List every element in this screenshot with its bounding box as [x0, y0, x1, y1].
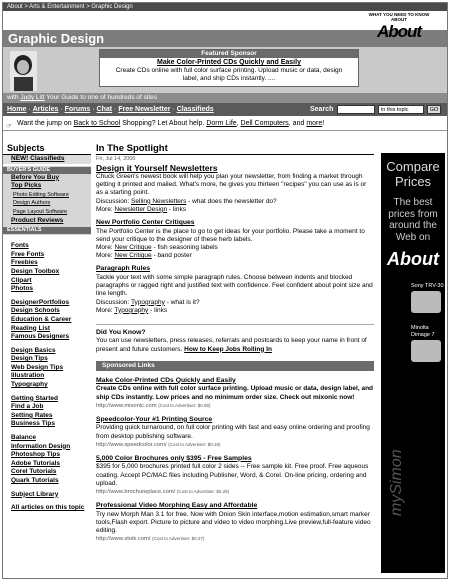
sidebar-item[interactable]: Corel Tutorials: [11, 468, 57, 476]
sidebar-item[interactable]: Quark Tutorials: [11, 477, 59, 484]
sidebar-item[interactable]: Freebies: [11, 259, 38, 267]
dyk-link[interactable]: How to Keep Jobs Rolling In: [184, 345, 272, 353]
spotlight-date: Fri, Jul 14, 2000: [96, 156, 136, 162]
article-body: Tackle your text with some simple paragraph rules. Choose between indents and blocked paragraphs or ragged right and justified text with confidence. Feel confident about point size and line length.: [96, 274, 373, 298]
promo-text: !: [322, 120, 325, 127]
sidebar-item[interactable]: Illustration: [11, 372, 45, 380]
sidebar-item[interactable]: Information Design: [11, 442, 71, 450]
sidebar-item[interactable]: Product Reviews: [11, 216, 64, 224]
sponsor-heading: Featured Sponsor: [100, 50, 358, 58]
sponsor-desc: Create CDs online with full color surface printing. Upload music or data, design label, and ship CDs instantly. ....: [115, 67, 343, 82]
nav-classifieds[interactable]: Classifieds: [176, 106, 214, 113]
ad-title[interactable]: Make Color-Printed CDs Quickly and Easily: [96, 376, 236, 384]
guide-text: Your Guide to one of hundreds of sites: [46, 94, 157, 101]
article-link[interactable]: Newsletter Design: [114, 205, 168, 213]
sidebar-item[interactable]: Web Design Tips: [11, 363, 64, 371]
sidebar: [3, 143, 91, 579]
link-label: Discussion:: [96, 298, 130, 306]
sidebar-item[interactable]: Design Basics: [11, 346, 56, 354]
sidebar-item[interactable]: Photos: [11, 285, 34, 293]
article-link-row: [96, 299, 374, 307]
ad-url[interactable]: http://www.speedcolor.com/: [96, 441, 167, 448]
essentials-title: ESSENTIALS: [3, 227, 91, 234]
article-link[interactable]: New Critique: [114, 252, 152, 260]
ad-url-row: [96, 535, 374, 543]
article-link-row: [96, 307, 374, 315]
search-scope-select[interactable]: in this topic: [378, 105, 424, 114]
ad-desc: Create CDs online with full color surface printing. Upload music or data, design label, and ship CDs instantly. Low prices and no minimum order size. Check out mixonic now!: [96, 385, 374, 401]
banner-product-2: Minolta Dimage 7: [411, 325, 435, 338]
link-note: - links: [150, 306, 168, 314]
article-link-row: [96, 206, 374, 214]
sidebar-item[interactable]: Education & Career: [11, 315, 72, 323]
article-title[interactable]: New Portfolio Center Critiques: [96, 219, 195, 227]
compare-prices-banner[interactable]: [381, 153, 445, 573]
ad-url-row: [96, 441, 374, 449]
article-link-row: [96, 198, 374, 206]
sidebar-item[interactable]: Photoshop Tips: [11, 451, 60, 459]
spotlight-heading: In The Spotlight: [96, 143, 374, 155]
link-label: Discussion:: [96, 197, 130, 205]
article-link-row: [96, 252, 374, 260]
sidebar-item[interactable]: Adobe Tutorials: [11, 459, 60, 467]
sidebar-item[interactable]: Find a Job: [11, 403, 44, 411]
sidebar-item[interactable]: Fonts: [11, 242, 29, 250]
promo-link-dell[interactable]: Dell Computers: [240, 120, 289, 127]
sidebar-subitem[interactable]: Page Layout Software: [13, 208, 68, 215]
promo-bar: ☞ Want the jump on Back to School Shopping? Let About help. Dorm Life, Dell Computers, and more!: [3, 117, 447, 131]
sponsor-link[interactable]: Make Color-Printed CDs Quickly and Easily: [157, 59, 301, 66]
ad-title[interactable]: 5,000 Color Brochures only $395 - Free Samples: [96, 454, 252, 462]
nav-chat[interactable]: Chat: [96, 106, 113, 113]
sidebar-item[interactable]: Top Picks: [11, 182, 42, 190]
link-label: More:: [96, 244, 113, 252]
link-note: - what is it?: [166, 298, 200, 306]
hand-pointer-icon: ☞: [6, 123, 13, 130]
promo-link-more[interactable]: more: [306, 120, 323, 127]
article-title[interactable]: Design it Yourself Newsletters: [96, 163, 218, 173]
camera-icon: [411, 340, 441, 362]
banner-product-1: Sony TRV-30: [411, 282, 444, 289]
sidebar-item[interactable]: Typography: [11, 381, 48, 389]
ad-cost: (Cost to Advertiser: $0.99): [158, 402, 211, 408]
article-link-row: [96, 244, 374, 252]
guide-prefix: with: [7, 94, 19, 101]
sidebar-item[interactable]: Business Tips: [11, 420, 55, 428]
ad-url-row: [96, 488, 374, 496]
buyers-guide-title: BUYER'S GUIDE: [3, 167, 91, 174]
banner-brand: About: [387, 249, 439, 269]
dyk-title: Did You Know?: [96, 329, 146, 337]
ad-desc: $395 for 5,000 brochures printed full color 2 sides -- Free sample kit. Free proof. Free aqueous coating. Accept PC/MAC files including Publisher, Word, & Corel. On-line pricing, ordering and upload.: [96, 463, 369, 487]
sidebar-item-subject-library[interactable]: Subject Library: [11, 490, 59, 498]
sidebar-item[interactable]: Setting Rates: [11, 411, 53, 419]
promo-text: Want the jump on: [17, 120, 72, 127]
link-note: - band poster: [153, 252, 192, 260]
nav-forums[interactable]: Forums: [64, 106, 91, 113]
did-you-know: [96, 324, 374, 354]
article-link[interactable]: Typography: [114, 306, 149, 314]
ad-cost: (Cost to Advertiser: $0.28): [176, 488, 230, 494]
sidebar-item[interactable]: Free Fonts: [11, 250, 45, 258]
sidebar-item[interactable]: Famous Designers: [11, 333, 70, 341]
ad-desc: Providing quick turnaround, on full color printing with fast and easy online ordering and proofing from desktop publishing software.: [96, 424, 370, 440]
logo-tagline: WHAT YOU NEED TO KNOW ABOUT: [368, 12, 430, 22]
sidebar-heading: Subjects: [3, 143, 91, 155]
search-go-button[interactable]: GO: [427, 105, 441, 114]
sidebar-item[interactable]: DesignerPortfolios: [11, 298, 70, 306]
ad-title[interactable]: Professional Video Morphing Easy and Affordable: [96, 501, 258, 509]
buyers-guide-box: [3, 166, 91, 236]
sidebar-item-all-articles[interactable]: All articles on this topic: [11, 504, 85, 512]
camera-icon: [411, 291, 441, 313]
link-label: More:: [96, 306, 113, 314]
sidebar-item[interactable]: Balance: [11, 434, 36, 442]
link-note: - what does the newsletter do?: [188, 197, 277, 205]
dyk-text: You can use newsletters, press releases, referrals and postcards to keep your name in front of present and future customers.: [96, 337, 367, 353]
logo-wordmark: About: [376, 22, 422, 41]
link-label: More:: [96, 252, 113, 260]
promo-link-back-to-school[interactable]: Back to School: [73, 120, 121, 127]
sidebar-subitem[interactable]: Design Authors: [13, 200, 51, 207]
link-note: - fish seasoning labels: [153, 244, 218, 252]
search-label: Search: [310, 106, 334, 113]
ad-cost: (Cost to Advertiser: $0.28): [168, 441, 221, 447]
article-title[interactable]: Paragraph Rules: [96, 265, 151, 273]
sidebar-item[interactable]: Design Toolbox: [11, 267, 60, 275]
article-link[interactable]: Typography: [130, 298, 165, 306]
banner-compare: Compare: [386, 159, 440, 174]
sidebar-item[interactable]: Clipart: [11, 276, 32, 284]
ad-title[interactable]: Speedcolor-Your #1 Printing Source: [96, 415, 213, 423]
sponsored-links-heading: Sponsored Links: [96, 361, 374, 371]
promo-link-dorm-life[interactable]: Dorm Life: [206, 120, 237, 127]
ad-url-row: [96, 402, 374, 410]
link-note: - links: [169, 205, 186, 213]
sidebar-item[interactable]: Getting Started: [11, 394, 58, 402]
promo-text: , and: [288, 120, 305, 127]
link-label: More:: [96, 205, 113, 213]
article-link[interactable]: New Critique: [114, 244, 152, 252]
promo-text: Shopping? Let About help.: [122, 120, 205, 127]
nav-newsletter[interactable]: Free Newsletter: [118, 106, 171, 113]
sidebar-item[interactable]: Before You Buy: [11, 173, 60, 181]
about-logo[interactable]: [367, 12, 431, 40]
page-title: Graphic Design: [3, 30, 447, 47]
sidebar-item[interactable]: Design Tips: [11, 355, 48, 363]
guide-photo: [10, 51, 37, 91]
guide-name[interactable]: Judy Litt: [20, 94, 45, 101]
sidebar-item[interactable]: Reading List: [11, 324, 51, 332]
banner-text: The best prices from around the Web on: [388, 197, 438, 243]
sidebar-subitem[interactable]: Photo Editing Software: [13, 191, 69, 198]
nav-home[interactable]: Home: [7, 106, 27, 113]
nav-bar: Home · Articles · Forums · Chat · Free Newsletter · Classifieds: [3, 103, 447, 116]
ad-url[interactable]: http://www.mixonic.com: [96, 402, 157, 409]
breadcrumb[interactable]: About > Arts & Entertainment > Graphic Design: [3, 3, 447, 11]
guide-bar: [3, 93, 447, 103]
article-body: The Portfolio Center is the place to go to get ideas for your portfolio. Please take a moment to send your critique to the designer of these herb labels.: [96, 227, 365, 243]
ad-url[interactable]: http://www.stoik.com/: [96, 536, 151, 543]
sidebar-item-new-classifieds[interactable]: NEW! Classifieds: [3, 155, 91, 164]
banner-prices: Prices: [394, 174, 432, 189]
featured-sponsor: [99, 49, 359, 87]
search-input[interactable]: [337, 105, 375, 114]
article-body: Chuck Green's newest book will help you plan your newsletter, from finding a market through getting it printed and mailed. What's more, he gives you thirteen "recipes" you can use as is or as a starting point.: [96, 173, 367, 197]
article-link[interactable]: Selling Newsletters: [131, 197, 187, 205]
page-frame: [2, 2, 448, 579]
ad-cost: (Cost to Advertiser: $0.27): [152, 536, 205, 542]
ad-desc: Try new Morph Man 3.1 for free. Now with Onion Skin interface,motion estimation,smart marker tools,Flash export. Picture to picture and video to video morphing.Live preview,full-feature video editing.: [96, 510, 371, 534]
main-content: [96, 143, 374, 579]
nav-articles[interactable]: Articles: [32, 106, 59, 113]
ad-url[interactable]: http://www.brochureplace.com/: [96, 488, 176, 495]
sidebar-item[interactable]: Design Schools: [11, 307, 60, 315]
banner-vertical-brand: mySimon: [388, 449, 405, 517]
